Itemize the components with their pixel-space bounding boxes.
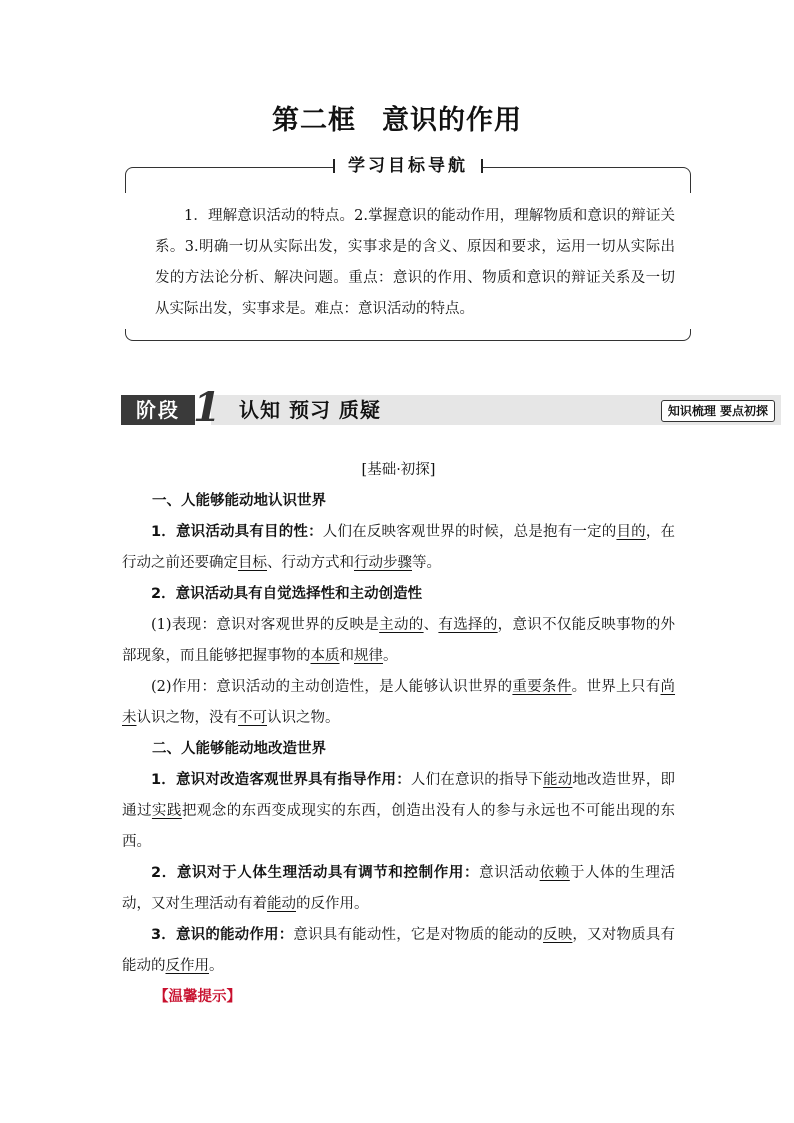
answer: 反作用: [165, 958, 209, 974]
answer: 重要条件: [512, 679, 572, 695]
text: (2)作用：意识活动的主动创造性，是人能够认识世界的: [151, 679, 513, 695]
tip-label: 【温馨提示】: [154, 989, 241, 1005]
section1-para4: [122, 672, 675, 734]
stage-tag: 知识梳理 要点初探: [661, 400, 775, 422]
text: 人们在反映客观世界的时候，总是抱有一定的: [322, 524, 617, 540]
lead: 2．意识对于人体生理活动具有调节和控制作用：: [151, 865, 480, 881]
answer: 有选择的: [438, 617, 498, 633]
section1-para2: [122, 579, 675, 610]
lead: 2．意识活动具有自觉选择性和主动创造性: [151, 586, 423, 602]
title-part2: 意识的作用: [382, 105, 522, 136]
stage-number: 1: [193, 384, 221, 431]
answer: 本质: [310, 648, 340, 664]
answer: 能动: [267, 896, 296, 912]
section2-heading: 二、人能够能动地改造世界: [152, 741, 326, 757]
text: 。: [209, 958, 224, 974]
answer: 行动步骤: [354, 555, 412, 571]
text: 把观念的东西变成现实的东西，创造出没有人的参与永远也不可能出现的东西。: [122, 803, 676, 850]
learning-goals-box: [125, 156, 691, 341]
text: 人们在意识的指导下: [410, 772, 544, 788]
goals-heading: 学习目标导航: [333, 153, 483, 179]
text: 、行动方式和: [267, 555, 354, 571]
answer: 主动的: [379, 617, 424, 633]
answer: 反映: [543, 927, 573, 943]
text: 。: [383, 648, 398, 664]
main-content: [122, 455, 675, 1013]
text: 和: [339, 648, 354, 664]
stage-label: 阶段: [121, 395, 195, 425]
page-title: [0, 98, 794, 137]
section1-para3: [122, 610, 675, 672]
section1-heading: 一、人能够能动地认识世界: [152, 493, 326, 509]
answer: 实践: [151, 803, 182, 819]
stage-subtitle: 认知 预习 质疑: [239, 398, 381, 422]
text: 认识之物，没有: [136, 710, 238, 726]
text: 的反作用。: [296, 896, 369, 912]
text: (1)表现：意识对客观世界的反映是: [151, 617, 380, 633]
answer: 规律: [354, 648, 383, 664]
text: 意识活动: [479, 865, 540, 881]
basics-label: [基础·初探]: [361, 462, 436, 478]
answer: 不可: [238, 710, 267, 726]
text: 地改造世界，即通过: [122, 772, 676, 819]
answer: 尚未: [122, 679, 676, 726]
section2-para2: [122, 858, 675, 920]
text: 。世界上只有: [571, 679, 661, 695]
goals-text: 1．理解意识活动的特点。2.掌握意识的能动作用，理解物质和意识的辩证关系。3.明确一切从实际出发，实事求是的含义、原因和要求，运用一切从实际出发的方法论分析、解决问题。重点：意识的作用、物质和意识的辩证关系及一切从实际出发，实事求是。难点：意识活动的特点。: [155, 208, 675, 317]
text: ，意识不仅能反映事物的外部现象，而且能够把握事物的: [122, 617, 676, 664]
answer: 目的: [616, 524, 646, 540]
text: 意识具有能动性，它是对物质的能动的: [293, 927, 544, 943]
text: 于人体的生理活动，又对生理活动有着: [122, 865, 676, 912]
answer: 目标: [238, 555, 267, 571]
answer: 依赖: [539, 865, 570, 881]
goals-frame-bottom: [125, 329, 691, 341]
text: ，在行动之前还要确定: [122, 524, 676, 571]
section2-para3: [122, 920, 675, 982]
text: ，又对物质具有能动的: [122, 927, 676, 974]
lead: 3．意识的能动作用：: [151, 927, 294, 943]
text: 、: [423, 617, 439, 633]
lead: 1．意识对改造客观世界具有指导作用：: [151, 772, 411, 788]
lead: 1．意识活动具有目的性：: [151, 524, 323, 540]
text: 等。: [412, 555, 441, 571]
section2-para1: [122, 765, 675, 858]
title-part1: 第二框: [272, 105, 356, 136]
section1-para1: [122, 517, 675, 579]
stage-banner: [121, 384, 781, 431]
text: 认识之物。: [267, 710, 340, 726]
answer: 能动: [543, 772, 573, 788]
